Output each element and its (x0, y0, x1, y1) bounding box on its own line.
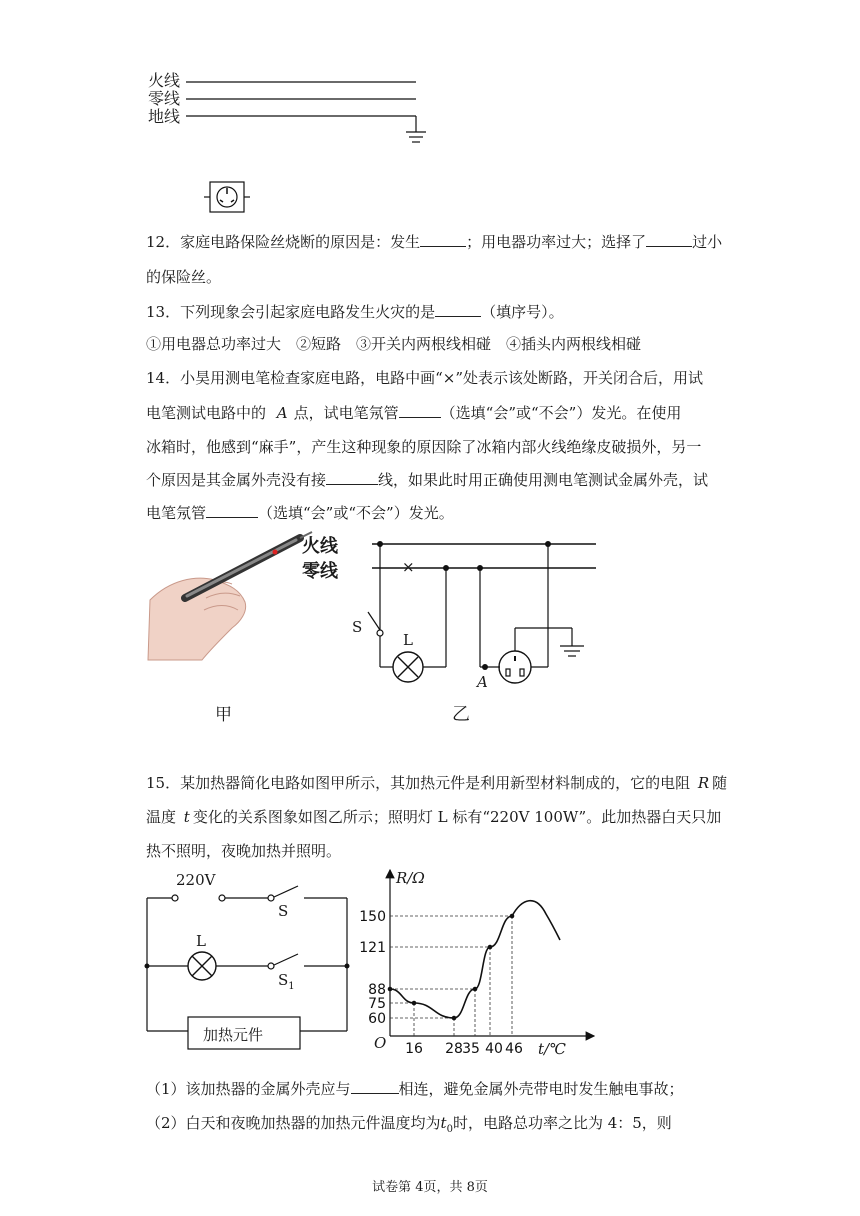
y-tick-label: 88 (368, 982, 386, 998)
x-tick-label: 40 (485, 1041, 503, 1057)
fig14-svg (140, 530, 620, 730)
y-tick-label: 60 (368, 1011, 386, 1027)
fig14-ground-icon (560, 646, 584, 656)
chart-xlabel: t/℃ (538, 1040, 566, 1058)
ground-wire-label: 地线 (148, 107, 181, 126)
live-wire-label: 火线 (148, 71, 181, 90)
fig14-caption-a: 甲 (215, 705, 232, 725)
q15-sub1: （1）该加热器的金属外壳应与 相连，避免金属外壳带电时发生触电事故； (146, 1080, 684, 1098)
socket-icon (204, 182, 250, 212)
data-point (452, 1016, 457, 1021)
q14-line4: 个原因是其金属外壳没有接 线，如果此时用正确使用测电笔测试金属外壳，试 (146, 471, 709, 489)
fig15-circuit (140, 868, 360, 1058)
q15-line2: 温度 t 变化的关系图象如图乙所示；照明灯 L 标有“220V 100W”。此加热器白天只加 (146, 808, 722, 826)
q14-blank-2[interactable] (326, 469, 378, 485)
switch-s1-blade (274, 954, 298, 965)
data-point (388, 987, 393, 992)
lamp-l-label: L (403, 631, 413, 649)
q14-line2: 电笔测试电路中的 A 点，试电笔氖管 （选填“会”或“不会”）发光。在使用 (146, 404, 682, 422)
y-tick-label: 150 (359, 909, 386, 925)
x-tick-label: 35 (462, 1041, 480, 1057)
q13-options: ①用电器总功率过大 ②短路 ③开关内两根线相碰 ④插头内两根线相碰 (146, 335, 642, 353)
q14-line5: 电笔氖管 （选填“会”或“不会”）发光。 (146, 504, 454, 522)
fig14-neutral-label: 零线 (302, 561, 338, 582)
fig15-switch-s-label: S (278, 902, 289, 920)
chart-origin-label: O (374, 1034, 387, 1052)
q15-blank-1[interactable] (351, 1078, 399, 1094)
q15-t-symbol: t (183, 808, 190, 826)
point-a-label: A (276, 404, 288, 422)
q14-line1: 14．小昊用测电笔检查家庭电路，电路中画“×”处表示该处断路，开关闭合后，用试 (146, 369, 703, 387)
q15-line1: 15．某加热器简化电路如图甲所示，其加热元件是利用新型材料制成的，它的电阻 R 随 (146, 774, 728, 792)
q12-blank-2[interactable] (646, 231, 692, 247)
fig14-live-label: 火线 (302, 536, 338, 557)
q14-line3: 冰箱时，他感到“麻手”，产生这种现象的原因除了冰箱内部火线绝缘皮破损外，另一 (146, 438, 702, 456)
data-point (488, 945, 493, 950)
x-tick-label: 28 (445, 1041, 463, 1057)
fig14-caption-b: 乙 (452, 704, 470, 725)
lamp-l-icon (393, 652, 423, 682)
fig15-lamp-label: L (196, 932, 206, 950)
y-tick-label: 121 (359, 940, 386, 956)
fig15-lamp-icon (188, 952, 216, 980)
q13-line1: 13．下列现象会引起家庭电路发生火灾的是 （填序号）。 (146, 303, 564, 321)
q14-blank-1[interactable] (399, 402, 441, 418)
fig14-cross-mark: × (402, 558, 415, 576)
chart-ylabel: R/Ω (396, 869, 425, 887)
neutral-wire-label: 零线 (148, 89, 181, 108)
q13-blank[interactable] (435, 301, 481, 317)
data-point (473, 987, 478, 992)
y-tick-label: 75 (368, 996, 386, 1012)
q15-line3: 热不照明，夜晚加热并照明。 (146, 842, 342, 860)
data-point (510, 914, 515, 919)
switch-s-blade-15 (274, 886, 298, 897)
ground-symbol-icon (406, 132, 426, 142)
page-footer: 试卷第 4页，共 8页 (372, 1180, 488, 1195)
switch-s-label: S (352, 618, 363, 636)
fig14 (140, 530, 620, 730)
switch-s-blade (368, 612, 380, 630)
rt-chart-svg (359, 866, 602, 1062)
q12-line2: 的保险丝。 (146, 268, 222, 286)
x-tick-label: 16 (405, 1041, 423, 1057)
q12-line1: 12．家庭电路保险丝烧断的原因是：发生 ；用电器功率过大；选择了 过小 (146, 233, 723, 251)
fig15-switch-s1-label: $S_1$ (278, 971, 295, 992)
fig15-graph (359, 866, 602, 1062)
test-pen-icon (185, 532, 312, 598)
fig15-voltage-label: 220V (176, 871, 216, 889)
q12-blank-1[interactable] (420, 231, 466, 247)
fig14-point-a-label: A (477, 673, 488, 691)
x-tick-label: 46 (505, 1041, 523, 1057)
q15-sub2: （2）白天和夜晚加热器的加热元件温度均为$t_0$时，电路总功率之比为 4：5，则 (146, 1114, 672, 1135)
fig15-heater-label: 加热元件 (203, 1026, 264, 1044)
q14-blank-3[interactable] (206, 502, 258, 518)
three-pin-socket-icon (499, 651, 531, 683)
fig-top-svg (146, 66, 446, 216)
fig-top-wires (146, 66, 446, 216)
data-point (412, 1001, 417, 1006)
q15-r-symbol: R (697, 774, 710, 792)
